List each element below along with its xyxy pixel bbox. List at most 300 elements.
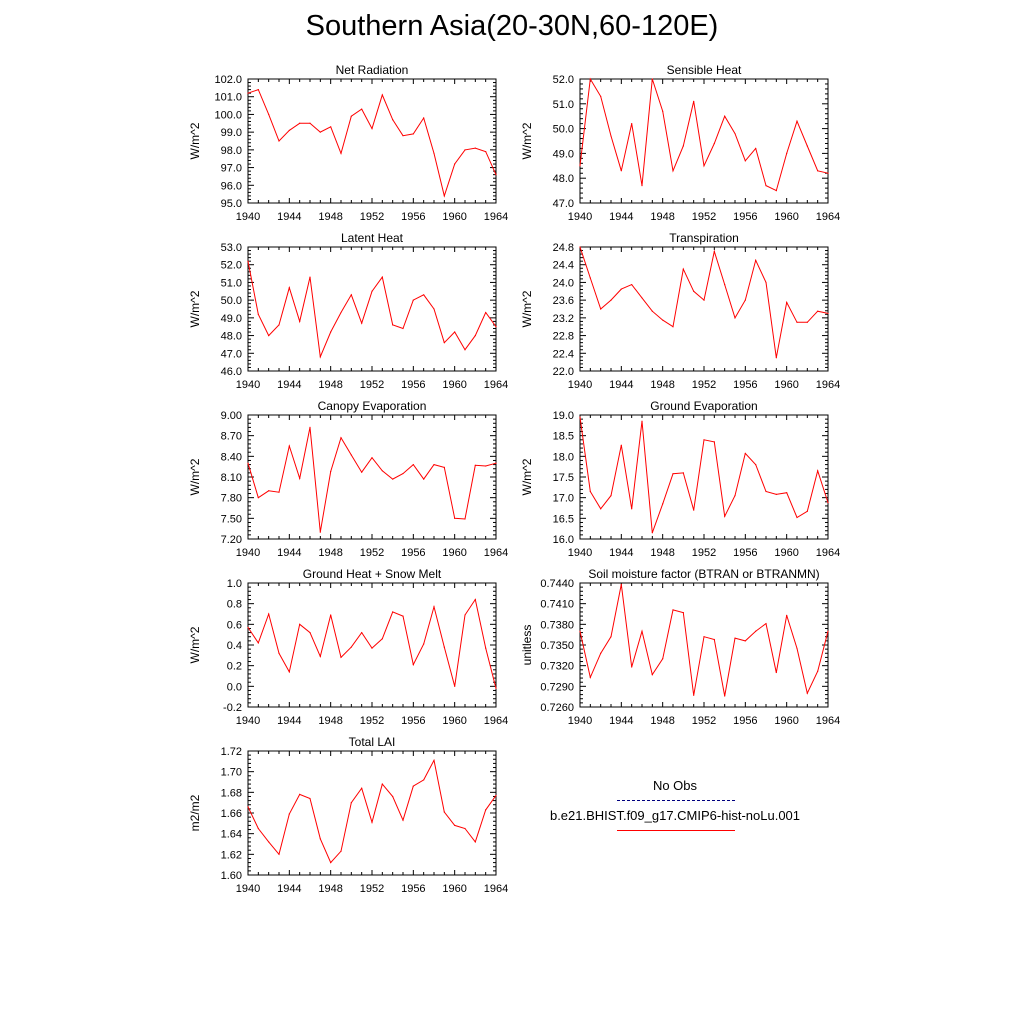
x-tick-label: 1952 <box>691 379 717 391</box>
data-point <box>662 658 663 659</box>
x-tick-label: 1956 <box>401 715 426 727</box>
chart-panel <box>188 399 508 559</box>
series-line <box>248 760 496 862</box>
y-tick-label: 0.4 <box>226 640 242 652</box>
x-tick-label: 1964 <box>815 715 841 727</box>
x-tick-label: 1964 <box>483 547 509 559</box>
x-tick-label: 1944 <box>277 211 302 223</box>
data-point <box>247 93 248 94</box>
data-point <box>444 195 445 196</box>
page-title: Southern Asia(20-30N,60-120E) <box>305 10 719 42</box>
x-tick-label: 1964 <box>815 379 841 391</box>
data-point <box>351 454 352 455</box>
panel-title: Ground Evaporation <box>650 399 758 413</box>
data-point <box>299 123 300 124</box>
data-point <box>755 464 756 465</box>
data-point <box>734 317 735 318</box>
series-line <box>248 600 496 689</box>
data-point <box>495 326 496 327</box>
y-tick-label: 1.62 <box>220 849 242 862</box>
data-point <box>631 508 632 509</box>
data-point <box>289 671 290 672</box>
data-point <box>278 324 279 325</box>
plot-frame <box>248 79 496 203</box>
data-point <box>590 677 591 678</box>
y-axis-label: W/m^2 <box>520 122 534 160</box>
data-point <box>485 151 486 152</box>
data-point <box>351 646 352 647</box>
data-point <box>268 841 269 842</box>
y-tick-label: 95.0 <box>220 198 242 210</box>
data-point <box>765 185 766 186</box>
data-point <box>309 427 310 428</box>
x-tick-label: 1940 <box>235 547 261 559</box>
data-point <box>495 174 496 175</box>
data-point <box>641 631 642 632</box>
data-point <box>765 282 766 283</box>
y-tick-label: 18.5 <box>552 430 574 443</box>
data-point <box>703 636 704 637</box>
y-tick-label: 1.70 <box>220 766 242 779</box>
data-point <box>351 802 352 803</box>
data-point <box>703 165 704 166</box>
data-point <box>299 321 300 322</box>
y-tick-label: 98.0 <box>220 144 242 157</box>
data-point <box>734 638 735 639</box>
series-line <box>580 79 828 191</box>
data-point <box>796 648 797 649</box>
x-tick-label: 1964 <box>483 211 509 223</box>
y-tick-label: 50.0 <box>220 295 242 308</box>
data-point <box>299 624 300 625</box>
data-point <box>786 153 787 154</box>
data-point <box>714 251 715 252</box>
data-point <box>786 302 787 303</box>
data-point <box>402 615 403 616</box>
data-point <box>320 356 321 357</box>
x-tick-label: 1952 <box>691 211 717 223</box>
plot-frame <box>248 751 496 875</box>
data-point <box>579 416 580 417</box>
data-point <box>392 796 393 797</box>
data-point <box>590 78 591 79</box>
x-tick-label: 1952 <box>359 211 385 223</box>
data-point <box>485 809 486 810</box>
panel-title: Total LAI <box>348 735 396 749</box>
data-point <box>289 287 290 288</box>
data-point <box>776 672 777 673</box>
chart-panel <box>520 567 840 727</box>
y-axis-label: W/m^2 <box>520 290 534 328</box>
data-point <box>807 322 808 323</box>
x-tick-label: 1960 <box>442 211 467 223</box>
data-point <box>278 653 279 654</box>
y-tick-label: 16.0 <box>552 534 574 546</box>
y-tick-label: 0.7260 <box>540 702 574 714</box>
data-point <box>382 638 383 639</box>
data-point <box>827 631 828 632</box>
data-point <box>340 851 341 852</box>
data-point <box>413 300 414 301</box>
y-tick-label: 0.7290 <box>540 681 574 694</box>
x-tick-label: 1952 <box>359 715 385 727</box>
y-axis-label: W/m^2 <box>188 458 202 496</box>
x-tick-label: 1960 <box>774 715 799 727</box>
plot-frame <box>248 415 496 539</box>
x-tick-label: 1956 <box>733 715 758 727</box>
data-point <box>600 308 601 309</box>
data-point <box>475 465 476 466</box>
data-point <box>807 145 808 146</box>
data-point <box>464 614 465 615</box>
data-point <box>621 288 622 289</box>
data-point <box>309 123 310 124</box>
x-tick-label: 1944 <box>609 715 634 727</box>
data-point <box>755 148 756 149</box>
data-point <box>454 825 455 826</box>
data-point <box>475 841 476 842</box>
data-point <box>765 491 766 492</box>
y-tick-label: 0.7440 <box>540 578 574 590</box>
y-tick-label: 22.0 <box>552 366 574 378</box>
y-tick-label: 7.80 <box>220 492 242 505</box>
y-tick-label: 0.8 <box>226 598 242 611</box>
data-point <box>433 606 434 607</box>
data-point <box>299 478 300 479</box>
y-tick-label: 7.50 <box>220 513 242 526</box>
data-point <box>817 311 818 312</box>
data-point <box>631 123 632 124</box>
data-point <box>610 300 611 301</box>
data-point <box>600 96 601 97</box>
y-tick-label: 52.0 <box>220 259 242 272</box>
data-point <box>683 145 684 146</box>
data-point <box>714 441 715 442</box>
data-point <box>672 609 673 610</box>
data-point <box>807 511 808 512</box>
y-tick-label: 100.0 <box>214 109 242 122</box>
x-tick-label: 1956 <box>733 379 758 391</box>
data-point <box>371 457 372 458</box>
data-point <box>631 666 632 667</box>
data-point <box>714 143 715 144</box>
x-tick-label: 1940 <box>235 715 261 727</box>
data-point <box>485 648 486 649</box>
data-point <box>693 291 694 292</box>
data-point <box>827 502 828 503</box>
data-point <box>444 467 445 468</box>
chart-panel <box>520 399 840 559</box>
data-point <box>247 261 248 262</box>
x-tick-label: 1964 <box>483 715 509 727</box>
y-tick-label: 19.0 <box>552 410 574 422</box>
data-point <box>724 116 725 117</box>
x-tick-label: 1940 <box>567 715 593 727</box>
data-point <box>621 584 622 585</box>
x-tick-label: 1964 <box>483 883 509 895</box>
data-point <box>755 260 756 261</box>
data-point <box>330 331 331 332</box>
y-tick-label: 1.68 <box>220 787 242 800</box>
data-point <box>413 664 414 665</box>
data-point <box>392 478 393 479</box>
x-tick-label: 1952 <box>691 715 717 727</box>
y-tick-label: 9.00 <box>220 410 242 422</box>
y-tick-label: 24.4 <box>552 259 574 272</box>
data-point <box>464 518 465 519</box>
x-tick-label: 1944 <box>277 379 302 391</box>
data-point <box>278 140 279 141</box>
x-tick-label: 1944 <box>609 211 634 223</box>
x-tick-label: 1964 <box>815 211 841 223</box>
chart-panel <box>188 63 508 223</box>
data-point <box>382 277 383 278</box>
data-point <box>485 465 486 466</box>
y-tick-label: 96.0 <box>220 180 242 193</box>
y-tick-label: 8.70 <box>220 430 242 443</box>
data-point <box>652 311 653 312</box>
data-point <box>247 806 248 807</box>
legend-model-label: b.e21.BHIST.f09_g17.CMIP6-hist-noLu.001 <box>549 808 801 823</box>
x-tick-label: 1944 <box>277 547 302 559</box>
y-tick-label: 0.7320 <box>540 660 574 673</box>
data-point <box>320 656 321 657</box>
data-point <box>590 277 591 278</box>
data-point <box>475 147 476 148</box>
y-tick-label: 23.2 <box>552 312 574 325</box>
data-point <box>423 643 424 644</box>
data-point <box>454 686 455 687</box>
data-point <box>475 599 476 600</box>
x-tick-label: 1960 <box>774 379 799 391</box>
y-tick-label: 0.7350 <box>540 640 574 652</box>
y-tick-label: 49.0 <box>220 312 242 325</box>
data-point <box>392 324 393 325</box>
y-tick-label: 99.0 <box>220 127 242 140</box>
data-point <box>413 133 414 134</box>
x-tick-label: 1956 <box>401 883 426 895</box>
x-tick-label: 1944 <box>609 547 634 559</box>
data-point <box>247 463 248 464</box>
data-point <box>382 94 383 95</box>
x-tick-label: 1956 <box>733 211 758 223</box>
y-tick-label: 24.8 <box>552 242 574 254</box>
data-point <box>641 297 642 298</box>
panel-title: Canopy Evaporation <box>317 399 427 413</box>
data-point <box>433 760 434 761</box>
data-point <box>796 517 797 518</box>
data-point <box>765 623 766 624</box>
x-tick-label: 1956 <box>733 547 758 559</box>
data-point <box>714 639 715 640</box>
data-point <box>827 173 828 174</box>
data-point <box>330 862 331 863</box>
data-point <box>776 357 777 358</box>
data-point <box>600 508 601 509</box>
data-point <box>827 313 828 314</box>
data-point <box>433 308 434 309</box>
data-point <box>258 828 259 829</box>
data-point <box>817 671 818 672</box>
data-point <box>652 78 653 79</box>
data-point <box>734 133 735 134</box>
data-point <box>371 128 372 129</box>
data-point <box>433 464 434 465</box>
data-point <box>796 121 797 122</box>
plot-frame <box>580 247 828 371</box>
plot-frame <box>248 583 496 707</box>
y-tick-label: 52.0 <box>552 74 574 86</box>
data-point <box>371 822 372 823</box>
x-tick-label: 1944 <box>277 883 302 895</box>
y-tick-label: 47.0 <box>220 348 242 361</box>
y-tick-label: 1.60 <box>220 870 242 882</box>
data-point <box>454 518 455 519</box>
data-point <box>610 495 611 496</box>
data-point <box>590 491 591 492</box>
data-point <box>641 421 642 422</box>
legend-model-line <box>617 830 735 831</box>
data-point <box>320 838 321 839</box>
data-point <box>796 322 797 323</box>
x-tick-label: 1944 <box>277 715 302 727</box>
y-tick-label: 46.0 <box>220 366 242 378</box>
panel-title: Soil moisture factor (BTRAN or BTRANMN) <box>588 567 820 581</box>
y-tick-label: 22.8 <box>552 330 574 343</box>
data-point <box>662 319 663 320</box>
y-tick-label: 0.0 <box>226 681 242 694</box>
y-tick-label: 24.0 <box>552 277 574 290</box>
y-tick-label: 50.0 <box>552 123 574 136</box>
data-point <box>278 854 279 855</box>
data-point <box>340 437 341 438</box>
data-point <box>320 132 321 133</box>
data-point <box>361 472 362 473</box>
x-tick-label: 1940 <box>235 211 261 223</box>
x-tick-label: 1948 <box>318 715 343 727</box>
chart-panel <box>188 231 508 391</box>
data-point <box>807 693 808 694</box>
data-point <box>734 495 735 496</box>
data-point <box>745 640 746 641</box>
plot-frame <box>248 247 496 371</box>
series-line <box>580 584 828 696</box>
data-point <box>423 478 424 479</box>
y-tick-label: 16.5 <box>552 513 574 526</box>
x-tick-label: 1948 <box>650 379 675 391</box>
data-point <box>641 185 642 186</box>
y-axis-label: unitless <box>520 624 534 666</box>
y-tick-label: 0.2 <box>226 660 242 673</box>
y-tick-label: 0.7380 <box>540 619 574 632</box>
plot-frame <box>580 583 828 707</box>
x-tick-label: 1948 <box>318 211 343 223</box>
data-point <box>289 813 290 814</box>
data-point <box>299 794 300 795</box>
data-point <box>652 674 653 675</box>
series-line <box>580 417 828 533</box>
data-point <box>776 494 777 495</box>
x-tick-label: 1964 <box>815 547 841 559</box>
data-point <box>454 331 455 332</box>
data-point <box>268 490 269 491</box>
data-point <box>579 246 580 247</box>
data-point <box>683 269 684 270</box>
x-tick-label: 1960 <box>774 547 799 559</box>
x-tick-label: 1960 <box>442 883 467 895</box>
data-point <box>579 631 580 632</box>
data-point <box>703 300 704 301</box>
x-tick-label: 1960 <box>774 211 799 223</box>
data-point <box>610 135 611 136</box>
data-point <box>817 470 818 471</box>
data-point <box>402 135 403 136</box>
data-point <box>392 611 393 612</box>
data-point <box>371 648 372 649</box>
data-point <box>340 153 341 154</box>
data-point <box>361 109 362 110</box>
data-point <box>600 653 601 654</box>
chart-panel <box>188 735 508 895</box>
data-point <box>413 464 414 465</box>
data-point <box>786 615 787 616</box>
data-point <box>495 688 496 689</box>
data-point <box>475 335 476 336</box>
y-tick-label: 0.6 <box>226 619 242 632</box>
data-point <box>485 312 486 313</box>
y-tick-label: 8.10 <box>220 472 242 484</box>
y-tick-label: 7.20 <box>220 534 242 546</box>
y-tick-label: 1.0 <box>226 578 242 590</box>
x-tick-label: 1956 <box>401 379 426 391</box>
data-point <box>258 642 259 643</box>
data-point <box>444 342 445 343</box>
data-point <box>268 114 269 115</box>
data-point <box>672 170 673 171</box>
data-point <box>320 532 321 533</box>
data-point <box>579 165 580 166</box>
y-axis-label: W/m^2 <box>188 626 202 664</box>
data-point <box>652 532 653 533</box>
y-tick-label: 8.40 <box>220 451 242 464</box>
y-tick-label: 97.0 <box>220 162 242 175</box>
series-line <box>248 90 496 196</box>
data-point <box>423 294 424 295</box>
data-point <box>351 116 352 117</box>
data-point <box>631 284 632 285</box>
data-point <box>454 163 455 164</box>
data-point <box>662 111 663 112</box>
y-tick-label: 1.66 <box>220 808 242 820</box>
plot-frame <box>580 415 828 539</box>
data-point <box>382 470 383 471</box>
data-point <box>402 328 403 329</box>
x-tick-label: 1940 <box>567 547 593 559</box>
data-point <box>433 153 434 154</box>
data-point <box>610 636 611 637</box>
data-point <box>278 492 279 493</box>
y-tick-label: 17.5 <box>552 472 574 484</box>
x-tick-label: 1948 <box>650 715 675 727</box>
y-tick-label: 23.6 <box>552 295 574 308</box>
data-point <box>745 300 746 301</box>
data-point <box>392 119 393 120</box>
x-tick-label: 1952 <box>691 547 717 559</box>
data-point <box>423 117 424 118</box>
data-point <box>621 170 622 171</box>
x-tick-label: 1940 <box>567 211 593 223</box>
data-point <box>423 779 424 780</box>
